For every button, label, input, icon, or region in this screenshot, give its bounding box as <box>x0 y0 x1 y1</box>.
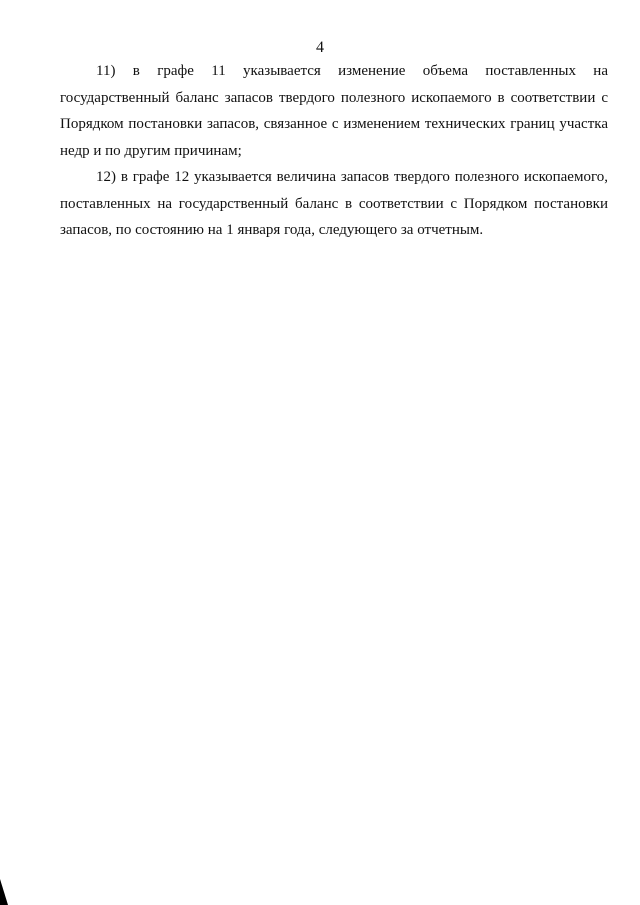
page-number: 4 <box>316 39 324 56</box>
paragraph-item-11: 11) в графе 11 указывается изменение объема поставленных на государственный баланс запасов твердого полезного ископаемого в соответствии с Порядком постановки запасов, связанное с изменением технических границ участка недр и по другим причинам; <box>60 63 608 159</box>
document-body <box>60 58 608 244</box>
paragraph-item-12: 12) в графе 12 указывается величина запасов твердого полезного ископаемого, поставленных на государственный баланс в соответствии с Порядком постановки запасов, по состоянию на 1 января года, следующего за отчетным. <box>60 169 608 238</box>
scan-corner-mark <box>0 879 8 905</box>
